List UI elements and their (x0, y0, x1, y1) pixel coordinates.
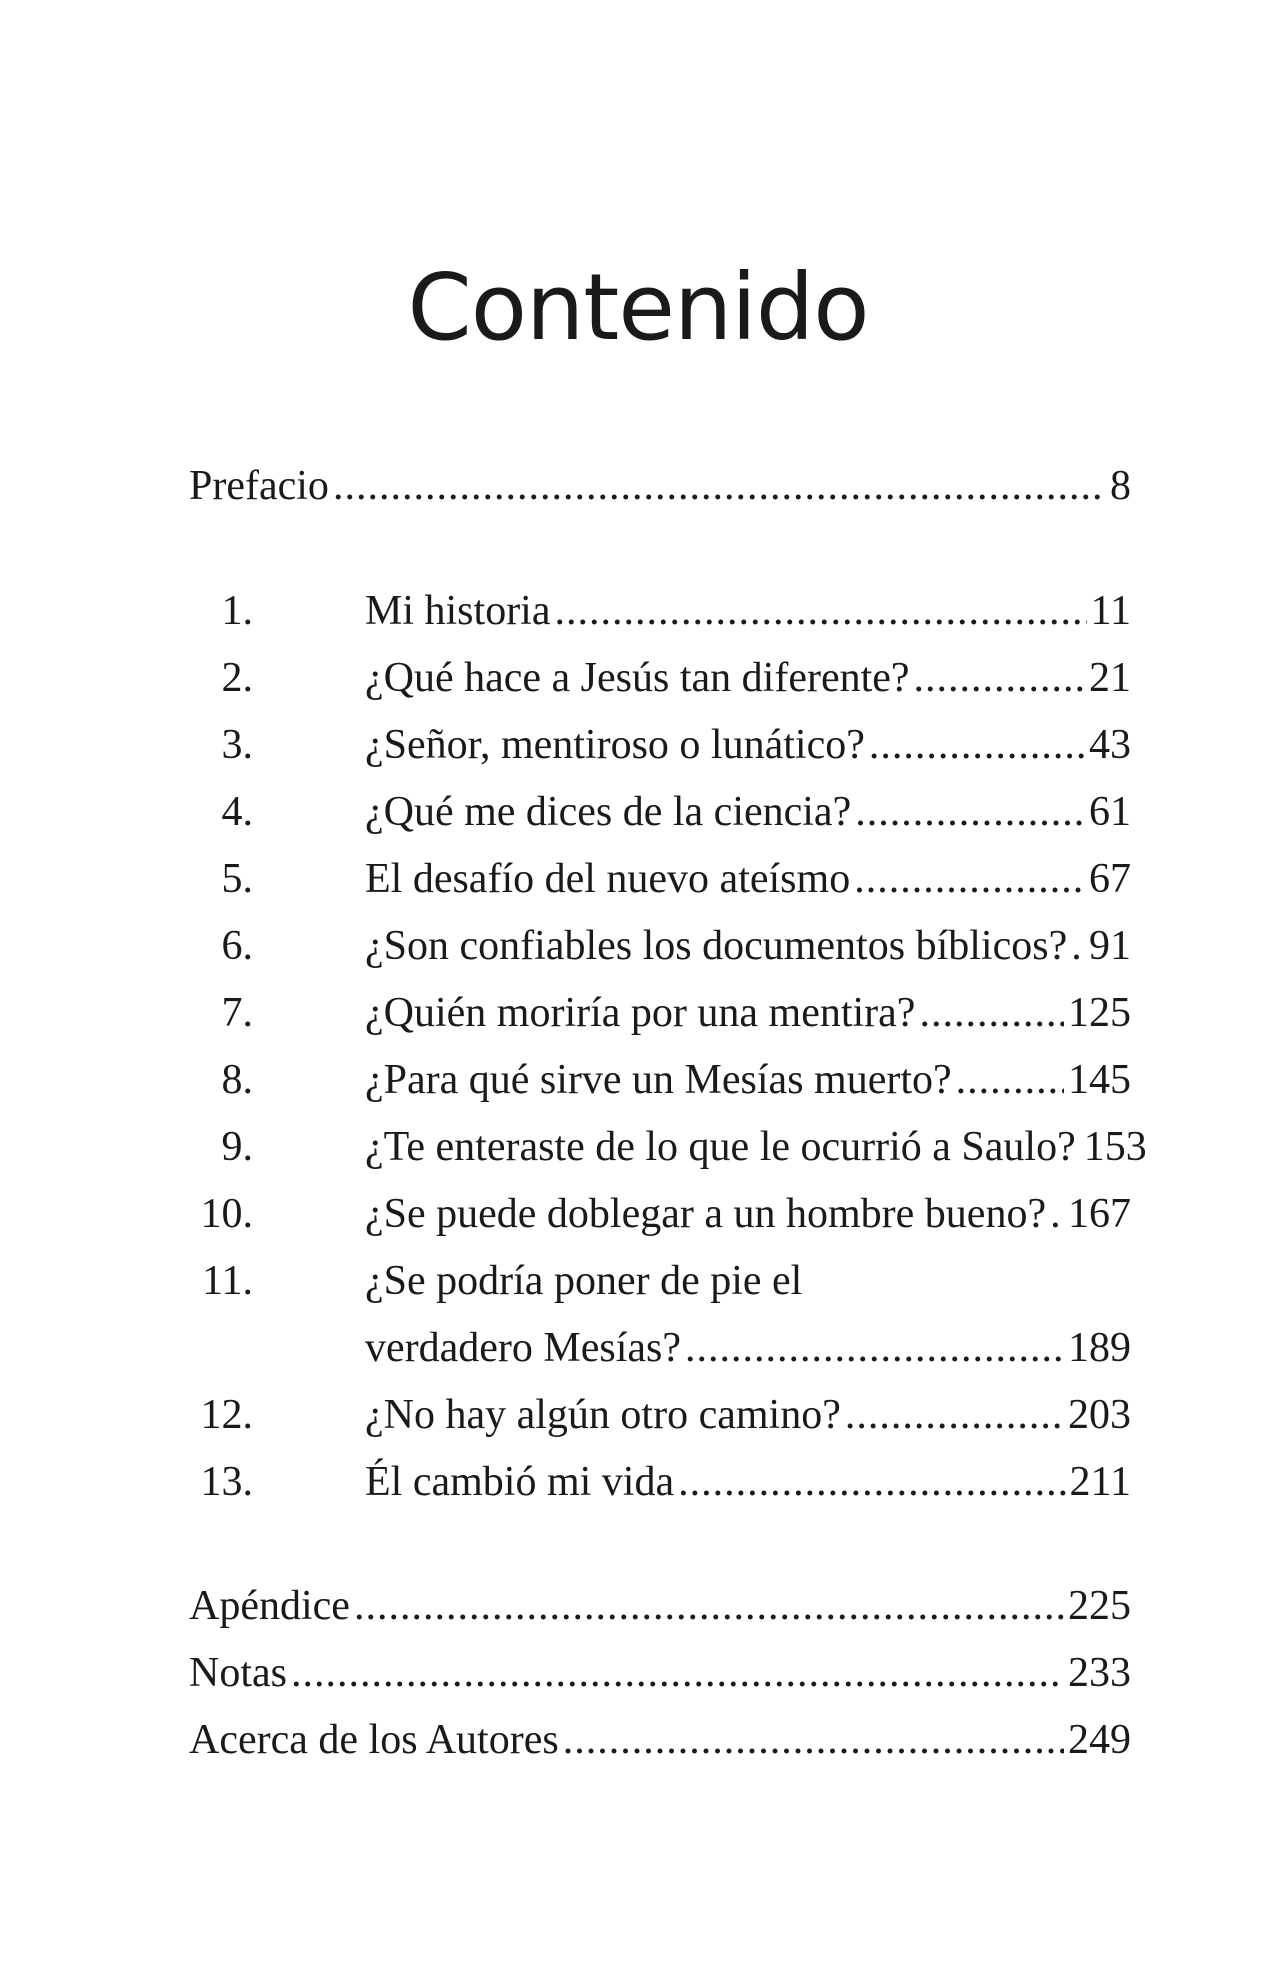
toc-entry-label: ¿Para qué sirve un Mesías muerto? (365, 1057, 952, 1103)
toc-entry (189, 462, 1131, 529)
toc-leader-dots (555, 587, 1087, 635)
toc-entry-label: ¿Señor, mentiroso o lunático? (365, 722, 865, 768)
toc-entry-label: ¿Se podría poner de pie el (365, 1258, 803, 1304)
toc-entry-number: 12. (200, 1392, 253, 1438)
toc-entry-label: Notas (189, 1650, 287, 1696)
toc-entry (189, 1257, 1131, 1324)
toc-entry-page: 21 (1089, 655, 1131, 701)
toc-entry-label: El desafío del nuevo ateísmo (365, 856, 851, 902)
toc-entry-number: 5. (221, 856, 253, 902)
toc-front (189, 462, 1131, 529)
toc-entry-number: 11. (202, 1258, 253, 1304)
toc-entry-page: 153 (1083, 1124, 1147, 1170)
toc-entry-page: 211 (1069, 1459, 1131, 1505)
toc-entry (189, 1716, 1131, 1783)
toc-entry (189, 855, 1131, 922)
toc-entry-label: ¿Quién moriría por una mentira? (365, 990, 916, 1036)
toc-entry-number: 13. (200, 1459, 253, 1505)
toc-entry-page: 225 (1068, 1583, 1131, 1629)
toc-entry-number: 10. (200, 1191, 253, 1237)
toc-entry-label: ¿Te enteraste de lo que le ocurrió a Saulo? (365, 1124, 1076, 1170)
toc-leader-dots (333, 462, 1106, 510)
toc-leader-dots (685, 1324, 1064, 1372)
toc-entry-page: 203 (1068, 1392, 1131, 1438)
toc-entry-label: Él cambió mi vida (365, 1459, 675, 1505)
toc-leader-dots (354, 1582, 1064, 1630)
toc-entry-page: 11 (1090, 588, 1131, 634)
toc-leader-dots (956, 1056, 1064, 1104)
toc-entry-page: 249 (1068, 1717, 1131, 1763)
toc-entry-page: 189 (1068, 1325, 1131, 1371)
toc-entry-page: 233 (1068, 1650, 1131, 1696)
toc-leader-dots (919, 989, 1064, 1037)
toc-entry (189, 1458, 1131, 1525)
toc-entry (189, 788, 1131, 855)
toc-entry-label: ¿Son confiables los documentos bíblicos? (365, 923, 1068, 969)
toc-entry-label: ¿No hay algún otro camino? (365, 1392, 841, 1438)
toc-entry (189, 1649, 1131, 1716)
toc-entry (189, 721, 1131, 788)
toc-entry (189, 1123, 1147, 1190)
toc-entry (189, 1190, 1131, 1257)
toc-leader-dots (563, 1716, 1064, 1764)
toc-entry-page: 43 (1089, 722, 1131, 768)
toc-entry-number: 4. (221, 789, 253, 835)
toc-leader-dots (1071, 922, 1085, 970)
toc-entry-number: 3. (221, 722, 253, 768)
toc-entry-label-cont: verdadero Mesías? (365, 1325, 682, 1371)
toc-entry-number: 8. (221, 1057, 253, 1103)
toc-entry-page: 167 (1068, 1191, 1131, 1237)
toc-entry-label: Apéndice (189, 1583, 350, 1629)
toc-entry (189, 1391, 1131, 1458)
toc-leader-dots (1050, 1190, 1064, 1238)
page-title: Contenido (407, 254, 869, 361)
toc-entry-label: Mi historia (365, 588, 551, 634)
toc-entry-page: 91 (1089, 923, 1131, 969)
toc-entry (189, 922, 1131, 989)
toc-leader-dots (869, 721, 1085, 769)
toc-entry-label: ¿Qué me dices de la ciencia? (365, 789, 852, 835)
toc-leader-dots (845, 1391, 1064, 1439)
toc-entry-page: 145 (1068, 1057, 1131, 1103)
toc-entry-number: 2. (221, 655, 253, 701)
toc-leader-dots (678, 1458, 1065, 1506)
toc-entry-number: 1. (221, 588, 253, 634)
toc-entry-continuation (189, 1324, 1131, 1391)
toc-entry-number: 9. (221, 1124, 253, 1170)
toc-entry-label: ¿Se puede doblegar a un hombre bueno? (365, 1191, 1047, 1237)
toc-leader-dots (855, 788, 1085, 836)
toc-entry-label: Acerca de los Autores (189, 1717, 559, 1763)
toc-entry (189, 654, 1131, 721)
toc-entry-label: Prefacio (189, 463, 329, 509)
toc-back (189, 1582, 1131, 1783)
toc-entry (189, 1582, 1131, 1649)
toc-leader-dots (854, 855, 1085, 903)
toc-entry (189, 1056, 1131, 1123)
toc-chapters (189, 587, 1147, 1525)
toc-leader-dots (291, 1649, 1064, 1697)
toc-entry (189, 587, 1131, 654)
toc-entry-page: 8 (1110, 463, 1131, 509)
toc-entry-number: 6. (221, 923, 253, 969)
toc-entry-number: 7. (221, 990, 253, 1036)
toc-leader-dots (914, 654, 1085, 702)
toc-entry (189, 989, 1131, 1056)
toc-entry-page: 61 (1089, 789, 1131, 835)
toc-entry-page: 125 (1068, 990, 1131, 1036)
toc-entry-page: 67 (1089, 856, 1131, 902)
toc-entry-label: ¿Qué hace a Jesús tan diferente? (365, 655, 910, 701)
